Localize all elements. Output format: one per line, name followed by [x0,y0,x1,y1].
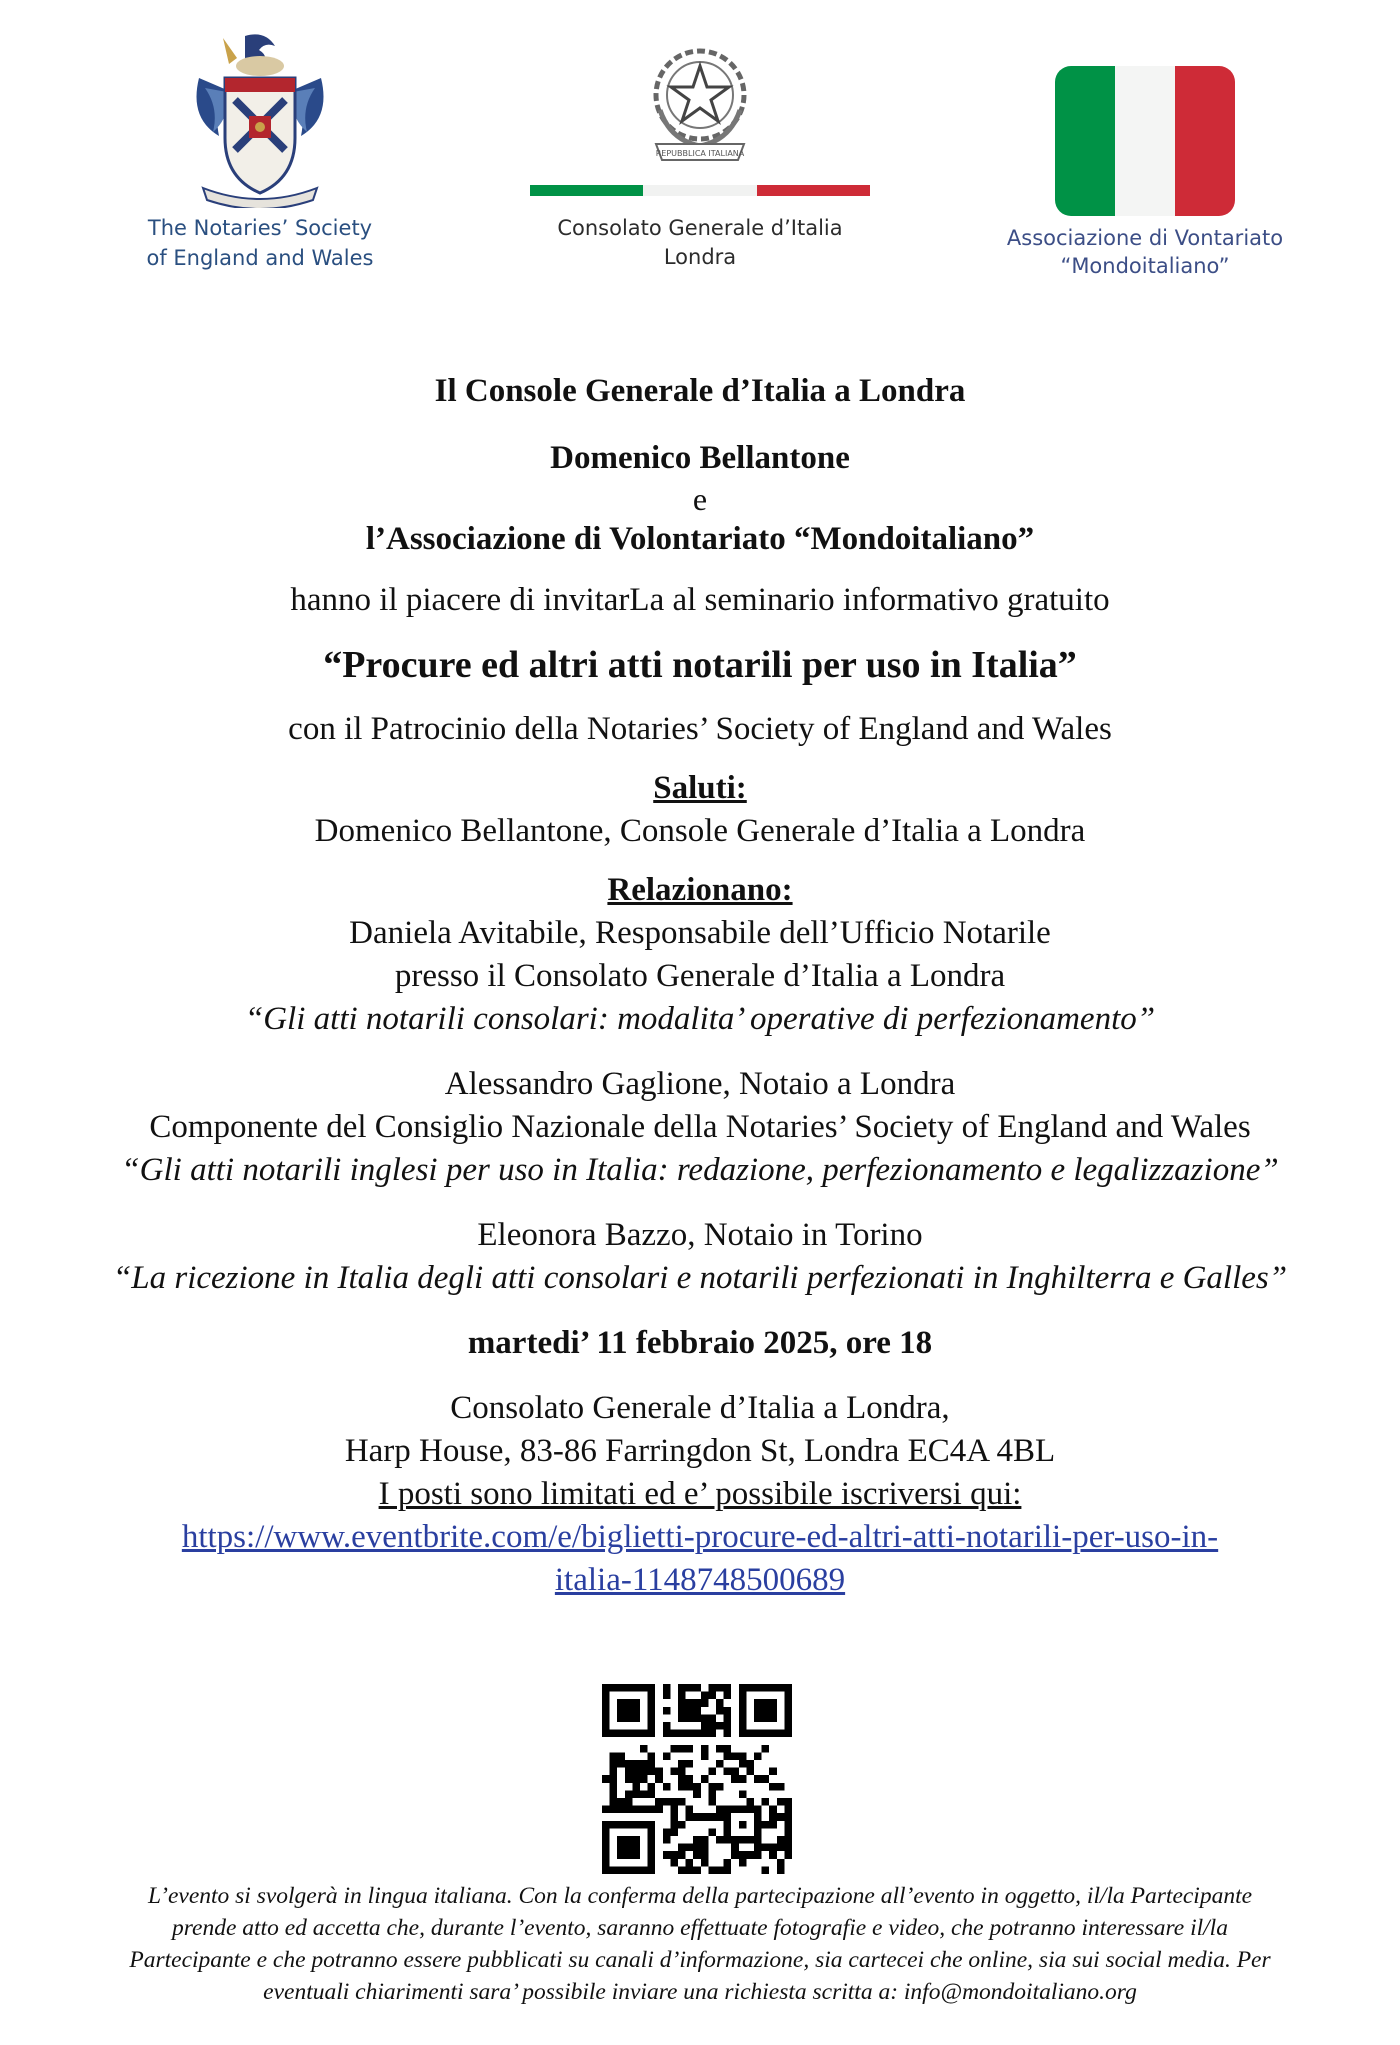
footer-line3: Partecipante e che potranno essere pubblicati su canali d’informazione, sia cartecei che online, sia sui social media. Per [129,1947,1271,1973]
association-name: l’Associazione di Volontariato “Mondoitaliano” [365,521,1035,557]
speaker2-line2: Componente del Consiglio Nazionale della Notaries’ Society of England and Wales [149,1109,1251,1145]
logo-row [0,0,1400,340]
footer-line2: prende atto ed accetta che, durante l’evento, saranno effettuate fotografie e video, che potranno interessare il/la [172,1915,1228,1941]
seminar-title: “Procure ed altri atti notarili per uso in Italia” [323,644,1077,686]
registration-note: I posti sono limitati ed e’ possibile iscriversi qui: [378,1476,1022,1512]
conjunction-text: e [692,481,708,517]
host-title: Il Console Generale d’Italia a Londra [434,373,966,409]
footer-line4: eventuali chiarimenti sara’ possibile inviare una richiesta scritta a: info@mondoitaliano.org [263,1979,1137,2005]
notaries-logo-line2: of England and Wales [146,246,374,270]
mondo-logo-line1: Associazione di Vontariato [1006,226,1284,250]
italian-flag-icon [1055,66,1235,216]
consolato-tricolor-bar [530,185,870,196]
speakers-heading: Relazionano: [607,872,793,908]
italian-republic-emblem-icon [640,40,760,170]
privacy-footer [30,1880,1370,2008]
consolato-logo [530,40,870,272]
notaries-society-logo [130,28,390,273]
registration-qr-code[interactable] [602,1684,792,1874]
footer-line1: L’evento si svolgerà in lingua italiana. Con la conferma della partecipazione all’evento in oggetto, il/la Partecipante [147,1883,1253,1909]
patronage-line: con il Patrocinio della Notaries’ Society of England and Wales [288,711,1112,747]
eventbrite-link-line2[interactable]: italia-1148748500689 [554,1562,846,1598]
eventbrite-link-line1[interactable]: https://www.eventbrite.com/e/biglietti-procure-ed-altri-atti-notarili-per-uso-in- [181,1519,1219,1555]
mondo-logo-line2: “Mondoitaliano” [1060,254,1230,278]
emblem-ribbon-text: REPUBBLICA ITALIANA [655,149,745,158]
mondoitaliano-logo [995,66,1295,280]
venue-line2: Harp House, 83-86 Farringdon St, Londra EC4A 4BL [344,1433,1056,1469]
greetings-speaker: Domenico Bellantone, Console Generale d’Italia a Londra [314,813,1086,849]
host-name: Domenico Bellantone [550,440,850,476]
consolato-logo-line2: Londra [663,245,737,269]
event-datetime: martedi’ 11 febbraio 2025, ore 18 [467,1325,933,1361]
speaker1-line2: presso il Consolato Generale d’Italia a Londra [394,958,1006,994]
speaker1-line1: Daniela Avitabile, Responsabile dell’Ufficio Notarile [349,915,1051,951]
speaker2-talk: “Gli atti notarili inglesi per uso in Italia: redazione, perfezionamento e legalizzazione” [121,1152,1279,1188]
venue-line1: Consolato Generale d’Italia a Londra, [450,1390,950,1426]
speaker2-line1: Alessandro Gaglione, Notaio a Londra [444,1066,956,1102]
greetings-heading: Saluti: [653,770,747,806]
notaries-logo-line1: The Notaries’ Society [147,216,373,240]
invite-line: hanno il piacere di invitarLa al seminario informativo gratuito [290,582,1110,618]
speaker1-talk: “Gli atti notarili consolari: modalita’ operative di perfezionamento” [244,1001,1156,1037]
speaker3-line1: Eleonora Bazzo, Notaio in Torino [477,1217,923,1253]
speaker3-talk: “La ricezione in Italia degli atti consolari e notarili perfezionati in Inghilterra e Galles” [112,1260,1288,1296]
consolato-logo-line1: Consolato Generale d’Italia [557,216,843,240]
invitation-body [0,370,1400,1602]
coat-of-arms-icon [185,28,335,208]
